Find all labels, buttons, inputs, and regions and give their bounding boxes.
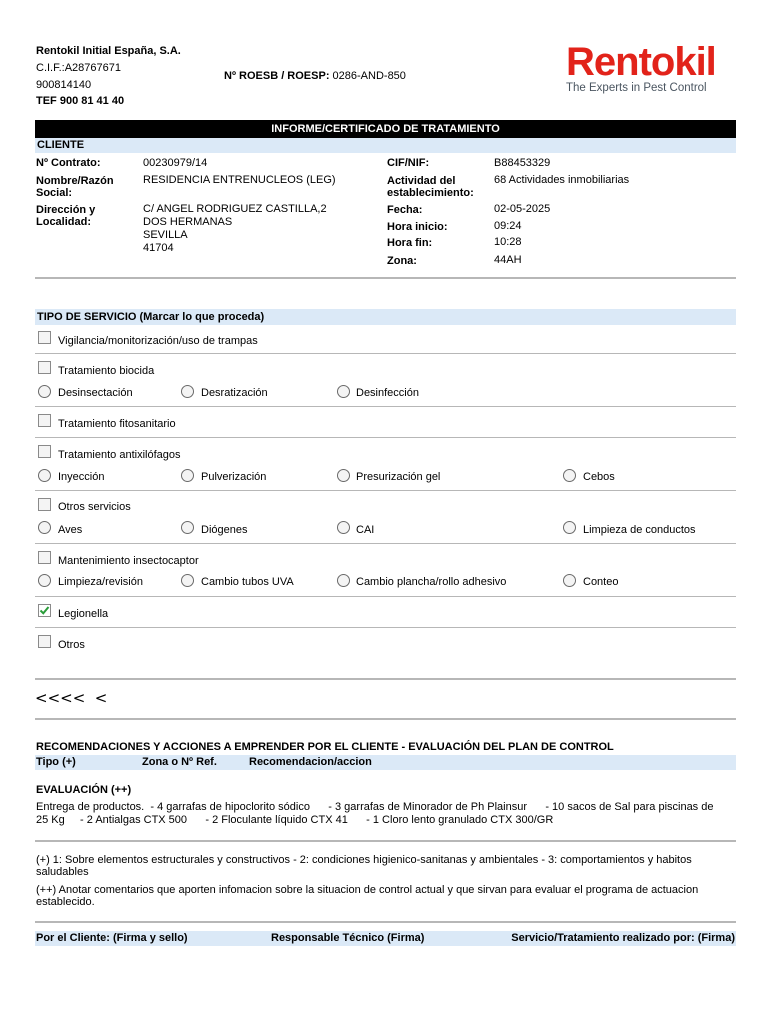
cai-radio[interactable] [337,521,350,534]
direccion-line: DOS HERMANAS [143,216,233,228]
desinfeccion-label: Desinfección [356,387,419,399]
legionella-checkbox[interactable] [38,604,51,617]
biocida-label: Tratamiento biocida [58,365,155,377]
nombre-value: RESIDENCIA ENTRENUCLEOS (LEG) [143,174,336,186]
cambio-plancha-radio[interactable] [337,574,350,587]
zona-value: 44AH [494,254,522,266]
divider [35,437,736,438]
conteo-label: Conteo [583,576,619,588]
cebos-label: Cebos [583,471,615,483]
recomendaciones-header: RECOMENDACIONES Y ACCIONES A EMPRENDER POR EL CLIENTE - EVALUACIÓN DEL PLAN DE CONTROL [36,741,614,753]
desinsectacion-radio[interactable] [38,385,51,398]
inyeccion-radio[interactable] [38,469,51,482]
rentokil-logo [566,40,738,94]
company-phone-1: 900814140 [36,79,92,91]
hora-fin-label: Hora fin: [387,237,433,249]
divider [35,490,736,491]
company-phone-2: TEF 900 81 41 40 [36,95,125,107]
desinfeccion-radio[interactable] [337,385,350,398]
aves-label: Aves [58,524,83,536]
direccion-value [143,203,327,255]
desratizacion-label: Desratización [201,387,268,399]
fitosanitario-label: Tratamiento fitosanitario [58,418,176,430]
pulverizacion-radio[interactable] [181,469,194,482]
divider [35,596,736,597]
firmas-bar [35,931,736,946]
presurizacion-gel-label: Presurización gel [356,471,441,483]
nota-2-line-2: establecido. [36,896,95,908]
divider [35,406,736,407]
recomendaciones-columns [35,755,736,770]
inyeccion-label: Inyección [58,471,105,483]
evaluacion-line-1: Entrega de productos. - 4 garrafas de hipoclorito sódico - 3 garrafas de Minorador de Ph Plainsur - 10 sacos de Sal para piscinas de [36,801,714,813]
otros-checkbox[interactable] [38,635,51,648]
direccion-label: Dirección y Localidad: [36,204,96,228]
cai-label: CAI [356,524,375,536]
roesb-row [224,70,406,83]
zona-label: Zona: [387,255,417,267]
company-name: Rentokil Initial España, S.A. [36,45,181,57]
cambio-tubos-label: Cambio tubos UVA [201,576,294,588]
antixilofagos-label: Tratamiento antixilófagos [58,449,181,461]
nota-1-line-1: (+) 1: Sobre elementos estructurales y constructivos - 2: condiciones higienico-sanitanas y ambientales - 3: comportamientos y habitos [36,854,692,866]
presurizacion-gel-radio[interactable] [337,469,350,482]
nota-2-line-1: (++) Anotar comentarios que aporten infomacion sobre la situacion de control actual y que sirvan para evaluar el programa de actuacion [36,884,699,896]
divider [35,678,736,680]
divider [35,921,736,923]
divider [35,718,736,720]
roesb-value: 0286-AND-850 [332,70,406,82]
contrato-label: Nº Contrato: [36,157,101,169]
actividad-value: 68 Actividades inmobiliarias [494,174,630,186]
diogenes-radio[interactable] [181,521,194,534]
limpieza-revision-radio[interactable] [38,574,51,587]
pulverizacion-label: Pulverización [201,471,267,483]
direccion-line: 41704 [143,242,174,254]
actividad-label: Actividad del establecimiento: [387,175,474,199]
col-recomendacion: Recomendacion/accion [249,756,372,768]
evaluacion-line-2: 25 Kg - 2 Antialgas CTX 500 - 2 Floculante líquido CTX 41 - 1 Cloro lento granulado CTX 300/GR [36,814,554,826]
limpieza-conductos-radio[interactable] [563,521,576,534]
cebos-radio[interactable] [563,469,576,482]
fitosanitario-checkbox[interactable] [38,414,51,427]
logo-tagline: The Experts in Pest Control [566,82,707,94]
servicio-header: TIPO DE SERVICIO (Marcar lo que proceda) [35,309,736,325]
divider [35,543,736,544]
vigilancia-label: Vigilancia/monitorización/uso de trampas [58,335,258,347]
logo-word: Rentokil [566,40,716,84]
aves-radio[interactable] [38,521,51,534]
roesb-label: Nº ROESB / ROESP: [224,70,330,82]
legionella-label: Legionella [58,608,109,620]
otros-servicios-checkbox[interactable] [38,498,51,511]
hora-fin-value: 10:28 [494,236,522,248]
otros-servicios-label: Otros servicios [58,501,131,513]
cif-value: B88453329 [494,157,551,169]
divider [35,627,736,628]
desratizacion-radio[interactable] [181,385,194,398]
limpieza-revision-label: Limpieza/revisión [58,576,143,588]
pagination-arrows[interactable]: <<<< < [35,689,108,707]
hora-inicio-label: Hora inicio: [387,221,448,233]
firma-tecnico: Responsable Técnico (Firma) [271,932,425,944]
hora-inicio-value: 09:24 [494,220,522,232]
cambio-plancha-label: Cambio plancha/rollo adhesivo [356,576,507,588]
col-zona: Zona o Nº Ref. [142,756,217,768]
mantenimiento-checkbox[interactable] [38,551,51,564]
conteo-radio[interactable] [563,574,576,587]
mantenimiento-label: Mantenimiento insectocaptor [58,555,199,567]
biocida-checkbox[interactable] [38,361,51,374]
divider [35,353,736,354]
vigilancia-checkbox[interactable] [38,331,51,344]
check-icon [39,605,50,616]
otros-label: Otros [58,639,85,651]
nombre-label: Nombre/Razón Social: [36,175,114,199]
antixilofagos-checkbox[interactable] [38,445,51,458]
cambio-tubos-radio[interactable] [181,574,194,587]
fecha-label: Fecha: [387,204,423,216]
desinsectacion-label: Desinsectación [58,387,133,399]
divider [35,840,736,842]
diogenes-label: Diógenes [201,524,248,536]
divider [35,277,736,279]
direccion-line: SEVILLA [143,229,188,241]
company-cif: C.I.F.:A28767671 [36,62,122,74]
firma-realizado: Servicio/Tratamiento realizado por: (Firma) [511,932,735,944]
cliente-header: CLIENTE [35,138,736,153]
limpieza-conductos-label: Limpieza de conductos [583,524,696,536]
fecha-value: 02-05-2025 [494,203,551,215]
direccion-line: C/ ANGEL RODRIGUEZ CASTILLA,2 [143,203,327,215]
cif-label: CIF/NIF: [387,157,430,169]
contrato-value: 00230979/14 [143,157,208,169]
col-tipo: Tipo (+) [36,756,76,768]
document-title: INFORME/CERTIFICADO DE TRATAMIENTO [35,120,736,138]
nota-1-line-2: saludables [36,866,89,878]
firma-cliente: Por el Cliente: (Firma y sello) [36,932,188,944]
evaluacion-header: EVALUACIÓN (++) [36,784,132,796]
